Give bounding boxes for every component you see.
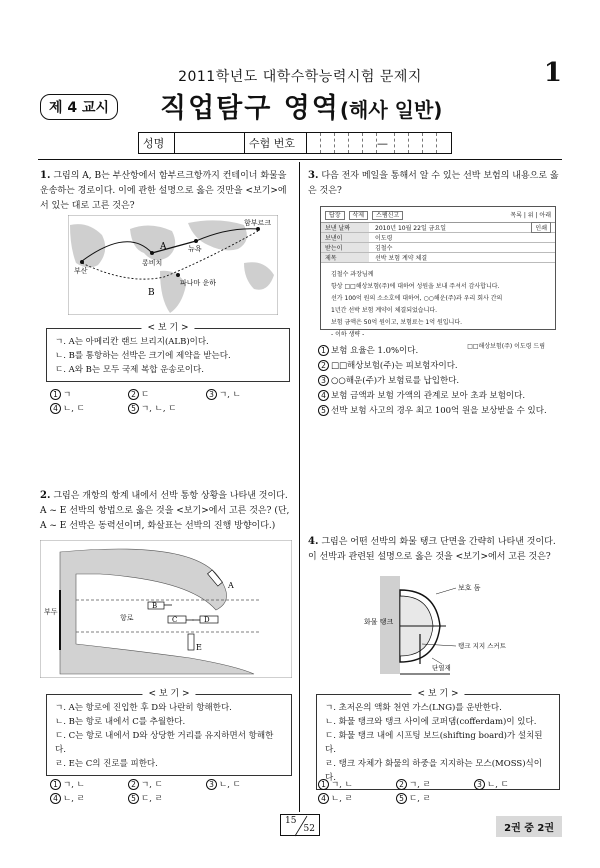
choice-4[interactable]: 4 보험 금액과 보험 가액의 관계로 보아 초과 보험이다. [318,389,558,404]
choice-2[interactable]: 2 ㄱ, ㄹ [396,778,474,792]
email-header-key: 보낸 날짜 [321,223,369,232]
name-field[interactable] [175,133,245,153]
question-number: 4. [308,536,319,547]
map-label-panama: 파나마 운하 [180,279,217,287]
question-number: 3. [308,170,319,181]
footer-page-box [280,814,320,836]
question-text: 그림은 어떤 선박의 화물 탱크 단면을 간략히 나타낸 것이다. 이 선박과 관련된 설명으로 옳은 것을 <보기>에서 고른 것은? [308,537,556,562]
period-badge: 제 4 교시 [40,94,118,120]
email-header-key: 보낸이 [321,233,369,242]
map-label-busan: 부산 [74,267,88,275]
email-line: 선가 100억 원의 소소호에 대하여, ○○해운(주)과 우리 회사 간의 [331,295,503,302]
choice-3[interactable]: 3 ㄱ, ㄴ [206,388,284,402]
choice-4[interactable]: 4 ㄴ, ㄹ [318,792,396,806]
bogi-item: ㄷ. A와 B는 모두 국제 복합 운송로이다. [55,365,204,375]
answer-choices-2 [50,778,284,806]
answer-choices-3 [318,344,558,419]
choice-1[interactable]: 1 ㄱ, ㄴ [50,778,128,792]
diagram-label-pier: 부두 [44,608,58,616]
question-number: 1. [40,170,51,181]
answer-choices-1 [50,388,284,416]
column-divider [299,162,300,812]
choice-4[interactable]: 4 ㄴ, ㄹ [50,792,128,806]
label-insulation: 단열재 [432,664,451,672]
print-button[interactable]: 인쇄 [531,222,551,233]
map-label-longbeach: 롱비치 [142,259,163,267]
email-line: 보험 금액은 50억 원이고, 보험료는 1억 원입니다. [331,319,463,326]
email-line: 항상 □□해상보험(주)에 대하여 성원을 보내 주셔서 감사합니다. [331,283,500,290]
diagram-label-channel: 항로 [120,614,134,622]
ship-label-c: C [172,616,178,624]
question-text: 그림의 A, B는 부산항에서 함부르크항까지 컨테이너 화물을 운송하는 경로이다. 이에 관한 설명으로 옳은 것만을 <보기>에서 있는 대로 고른 것은? [40,171,287,211]
bogi-item: ㄹ. 탱크 자체가 화물의 하중을 지지하는 모스(MOSS)식이다. [325,759,542,783]
subject-main: 직업탐구 영역 [160,93,340,124]
bogi-box-4 [316,689,560,790]
exam-no-cell[interactable] [409,133,423,153]
exam-no-cell[interactable] [395,133,409,153]
email-header-value: 이도령 [375,235,393,242]
delete-button[interactable]: 삭제 [349,211,369,220]
name-label: 성명 [139,133,175,153]
exam-no-cell[interactable] [437,133,451,153]
email-header-value: 김철수 [375,245,393,252]
label-skirt: 탱크 지지 스커트 [458,642,507,650]
bogi-box-1 [46,323,290,382]
exam-no-cell[interactable] [335,133,349,153]
exam-no-cell[interactable] [321,133,335,153]
map-label-newyork: 뉴욕 [188,245,202,253]
route-label-b: B [148,288,155,298]
footer-total: 52 [303,824,315,834]
bogi-box-2 [46,689,292,776]
choice-5[interactable]: 5 ㄷ, ㄹ [128,792,206,806]
email-header-row [321,243,555,253]
spam-button[interactable]: 스팸신고 [372,211,403,220]
route-label-a: A [160,242,167,252]
bogi-title: < 보 기 > [142,687,195,701]
exam-no-label: 수험 번호 [245,133,307,153]
cargo-tank-diagram [360,572,520,676]
page-number: 1 [543,58,562,88]
email-line: 김철수 과장님께 [331,271,374,278]
subject-title [160,86,442,125]
exam-no-cell[interactable] [307,133,321,153]
bogi-item: ㄷ. 화물 탱크 내에 시프팅 보드(shifting board)가 설치된다. [325,731,543,755]
exam-no-cell[interactable] [349,133,363,153]
choice-5[interactable]: 5 ㄷ, ㄹ [396,792,474,806]
volume-badge: 2권 중 2권 [496,816,562,837]
choice-3[interactable]: 3 ㄴ, ㄷ [474,778,552,792]
question-4 [308,534,562,565]
choice-1[interactable]: 1 보험 요율은 1.0%이다. [318,344,558,359]
exam-title: 2011학년도 대학수학능력시험 문제지 [178,69,422,85]
ship-label-e: E [196,643,202,652]
choice-1[interactable]: 1 ㄱ [50,388,128,402]
email-header-row [321,223,555,233]
bogi-item: ㄷ. C는 항로 내에서 D와 상당한 거리를 유지하면서 항해한다. [55,731,274,755]
choice-5[interactable]: 5 ㄱ, ㄴ, ㄷ [128,402,206,416]
email-header-value: 2010년 10월 22일 금요일 [375,225,447,232]
reply-button[interactable]: 답장 [325,211,345,220]
choice-3[interactable]: 3 ○○해운(주)가 보험료를 납입한다. [318,374,558,389]
bogi-item: ㄴ. 화물 탱크와 탱크 사이에 코퍼댐(cofferdam)이 있다. [325,717,537,727]
email-toolbar [321,207,555,223]
bogi-item: ㄱ. 초저온의 액화 천연 가스(LNG)를 운반한다. [325,703,502,713]
email-header-key: 받는이 [321,243,369,252]
choice-4[interactable]: 4 ㄴ, ㄷ [50,402,128,416]
footer-page: 15 [285,816,297,826]
bogi-item: ㄱ. A는 항로에 진입한 후 D와 나란히 항해한다. [55,703,232,713]
bogi-title: < 보 기 > [411,687,464,701]
question-3 [308,168,560,199]
choice-1[interactable]: 1 ㄱ, ㄴ [318,778,396,792]
answer-choices-4 [318,778,552,806]
choice-5[interactable]: 5 선박 보험 사고의 경우 최고 100억 원을 보상받을 수 있다. [318,404,558,419]
ship-label-d: D [204,616,210,624]
exam-no-cell[interactable] [363,133,377,153]
bogi-item: ㄱ. A는 아메리칸 랜드 브리지(ALB)이다. [55,337,209,347]
harbor-diagram [40,540,292,678]
question-text: 그림은 개항의 항계 내에서 선박 통항 상황을 나타낸 것이다. A ~ E 선박의 항법으로 옳은 것을 <보기>에서 고른 것은? (단, A ~ E 선박은 동력선이며, 화살표는 선박의 진행 방향이다.) [40,491,290,531]
label-tank: 화물 탱크 [364,618,394,626]
question-number: 2. [40,490,51,501]
email-nav[interactable]: 목록 | 위 | 아래 [510,212,551,219]
email-header-row [321,253,555,263]
email-line: 1년간 선박 보험 계약이 체결되었습니다. [331,307,438,314]
ship-label-b: B [152,602,158,610]
id-table [138,132,452,154]
bogi-item: ㄴ. B를 통항하는 선박은 크기에 제약을 받는다. [55,351,231,361]
footer-slash [281,815,321,837]
bogi-title: < 보 기 > [141,321,194,335]
email-header-key: 제목 [321,253,369,262]
question-text: 다음 전자 메일을 통해서 알 수 있는 선박 보험의 내용으로 옳은 것은? [308,171,559,196]
email-header-value: 선박 보험 계약 체결 [375,255,428,262]
ship-label-a: A [228,581,234,590]
label-cover: 보호 돔 [458,584,481,592]
world-route-map [68,215,278,315]
exam-no-cell[interactable] [423,133,437,153]
email-line: - 이하 생략 - [331,331,365,338]
choice-2[interactable]: 2 ㄱ, ㄷ [128,778,206,792]
subject-sub: (해사 일반) [339,98,443,122]
bogi-item: ㄴ. B는 항로 내에서 C를 추월한다. [55,717,186,727]
header-rule [38,159,562,160]
email-window [320,206,556,350]
email-header-row [321,233,555,243]
question-2 [40,488,292,534]
choice-3[interactable]: 3 ㄴ, ㄷ [206,778,284,792]
choice-2[interactable]: 2 □□해상보험(주)는 피보험자이다. [318,359,558,374]
question-1 [40,168,290,214]
choice-2[interactable]: 2 ㄷ [128,388,206,402]
map-label-hamburg: 함부르크 [244,219,272,227]
bogi-item: ㄹ. E는 C의 진로를 피한다. [55,759,158,769]
exam-no-dash: — [377,133,395,153]
email-signature: □□해상보험(주) 이도령 드림 [467,343,545,350]
